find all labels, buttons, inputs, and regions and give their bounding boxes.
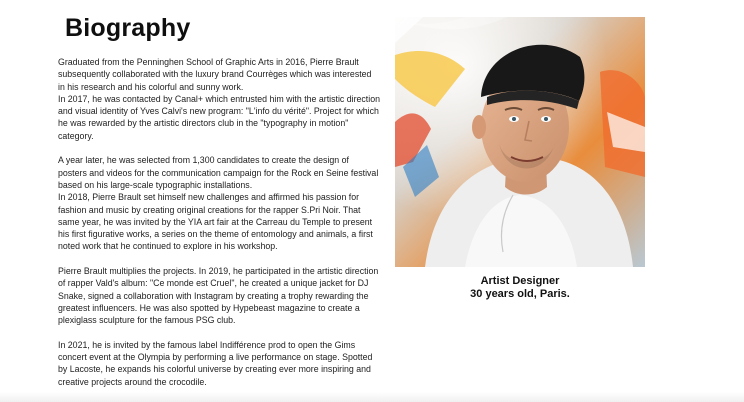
portrait-photo — [395, 17, 645, 267]
bio-paragraph-1: Graduated from the Penninghen School of Graphic Arts in 2016, Pierre Brault subsequently collaborated with the luxury brand Courrèges which was interested in his research and his colorful and sunny work. — [58, 57, 372, 92]
biography-text — [58, 56, 380, 388]
caption-age-location: 30 years old, Paris. — [470, 288, 570, 300]
bio-paragraph-5: Pierre Brault multiplies the projects. In 2019, he participated in the artistic direction of rapper Vald's album: "Ce monde est Cruel", he created a unique jacket for DJ Snake, signed a collaboration with Instagram by creating a trophy rewarding the greatest influencers. He was also spotted by Hypebeast magazine to create a plexiglass sculpture for the famous PSG club. — [58, 266, 379, 326]
bio-paragraph-3: A year later, he was selected from 1,300 candidates to create the design of posters and videos for the communication campaign for the Rock en Seine festival based on his large-scale typographic installations. — [58, 155, 379, 190]
bio-paragraph-2: In 2017, he was contacted by Canal+ which entrusted him with the artistic direction and visual identity of Yves Calvi's new program: "L'info du vérité". Project for which he was rewarded by the artistic directors club in the "typography in motion" category. — [58, 93, 380, 141]
portrait-illustration — [395, 17, 645, 267]
caption-role: Artist Designer — [480, 275, 560, 287]
bio-paragraph-6: In 2021, he is invited by the famous label Indifférence prod to open the Gims concert event at the Olympia by performing a live performance on stage. Spotted by Lacoste, he expands his colorful universe by creating ever more inspiring and creative projects around the crocodile. — [58, 339, 373, 387]
page-title: Biography — [65, 14, 191, 42]
bio-paragraph-4: In 2018, Pierre Brault set himself new challenges and affirmed his passion for fashion and music by creating original creations for the rapper S.Pri Noir. That same year, he was invited by the YIA art fair at the Carreau du Temple to present his first figurative works, a series on the theme of entomology and animals, a first noted work that he continued to explore in his workshop. — [58, 192, 373, 252]
profile-caption — [395, 275, 645, 301]
bottom-fade — [0, 392, 744, 402]
